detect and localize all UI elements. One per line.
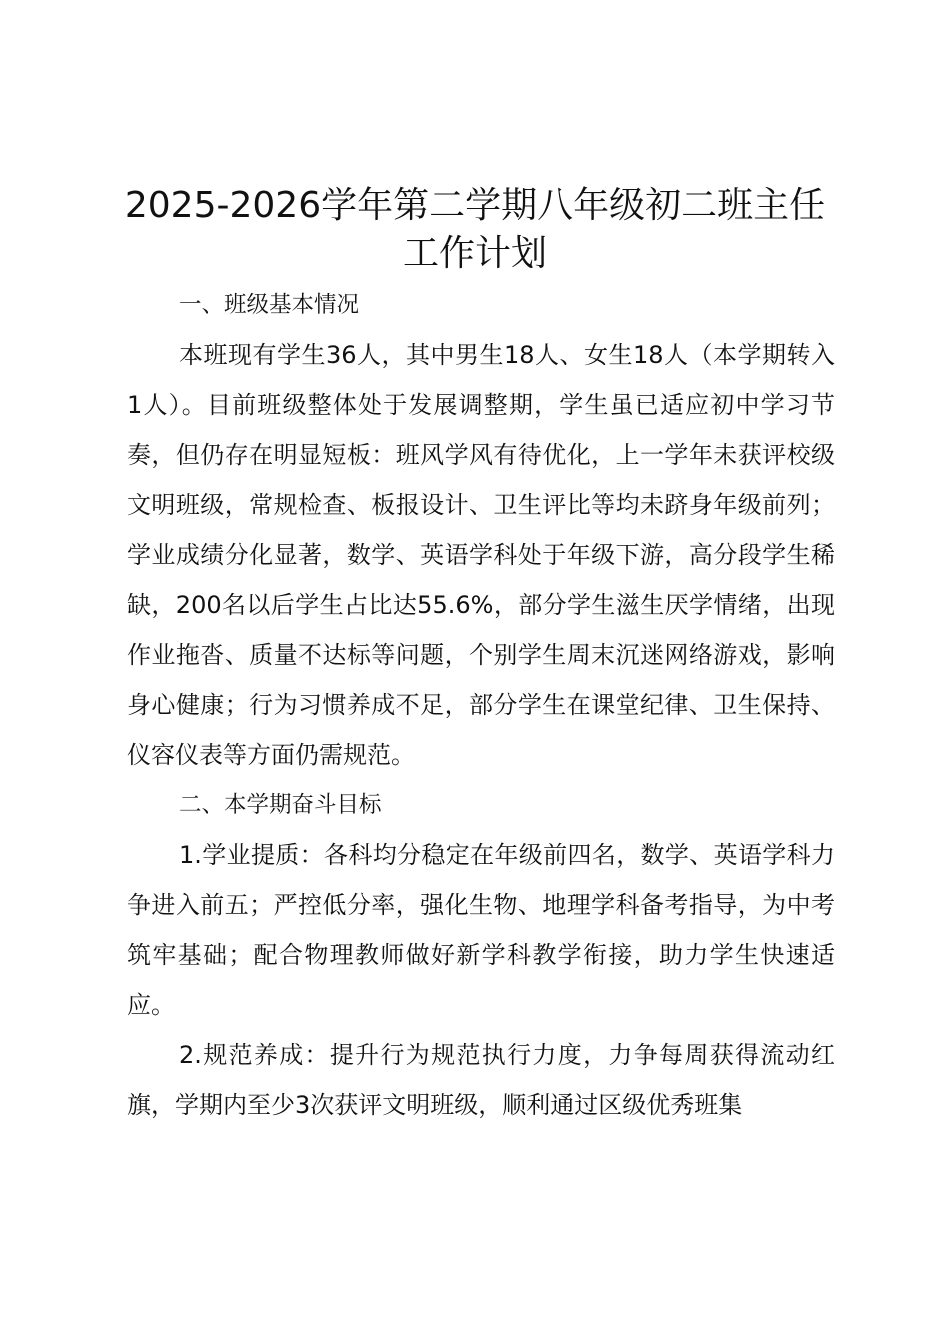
- document-body: [127, 280, 835, 1130]
- document-title: 2025-2026学年第二学期八年级初二班主任工作计划: [124, 185, 826, 274]
- section-heading: 二、本学期奋斗目标: [179, 792, 382, 818]
- paragraph: 本班现有学生36人，其中男生18人、女生18人（本学期转入1人）。目前班级整体处于发展调整期，学生虽已适应初中学习节奏，但仍存在明显短板：班风学风有待优化，上一学年未获评校级文明班级，常规检查、板报设计、卫生评比等均未跻身年级前列；学业成绩分化显著，数学、英语学科处于年级下游，高分段学生稀缺，200名以后学生占比达55.6%，部分学生滋生厌学情绪，出现作业拖沓、质量不达标等问题，个别学生周末沉迷网络游戏，影响身心健康；行为习惯养成不足，部分学生在课堂纪律、卫生保持、仪容仪表等方面仍需规范。: [127, 341, 835, 769]
- section-heading: 一、班级基本情况: [179, 292, 360, 318]
- section-semester-goals: [127, 780, 835, 1130]
- paragraph: 1.学业提质：各科均分稳定在年级前四名，数学、英语学科力争进入前五；严控低分率，强化生物、地理学科备考指导，为中考筑牢基础；配合物理教师做好新学科教学衔接，助力学生快速适应。: [127, 841, 835, 1019]
- section-class-overview: [127, 280, 835, 780]
- paragraph: 2.规范养成：提升行为规范执行力度，力争每周获得流动红旗，学期内至少3次获评文明班级，顺利通过区级优秀班集: [127, 1041, 835, 1119]
